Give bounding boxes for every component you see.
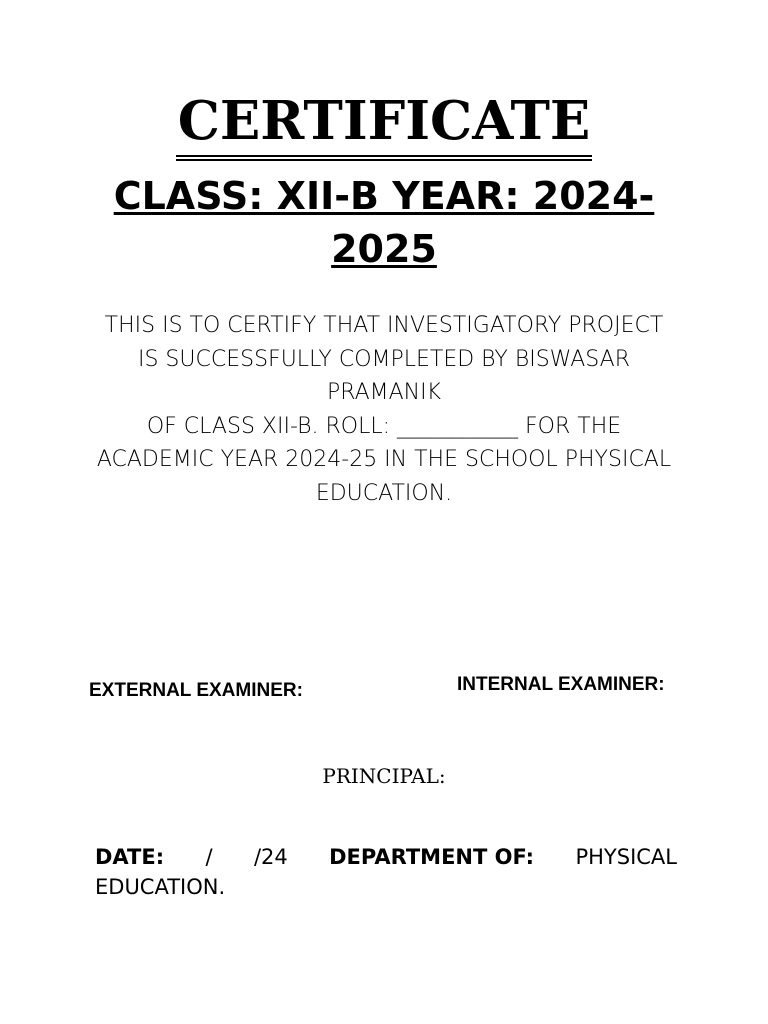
- department-value-second: EDUCATION.: [95, 875, 226, 899]
- external-examiner-label: EXTERNAL EXAMINER:: [89, 680, 303, 701]
- certification-statement: [90, 309, 678, 510]
- date-label: DATE:: [95, 845, 165, 869]
- statement-line-3: OF CLASS XII-B. ROLL: ___________ FOR THE ACADEMIC YEAR 2024-25 IN THE SCHOOL PHYSICAL EDUCATION.: [96, 413, 672, 506]
- internal-examiner-label: INTERNAL EXAMINER:: [457, 674, 665, 695]
- department-label: DEPARTMENT OF:: [329, 845, 535, 869]
- statement-line-1: THIS IS TO CERTIFY THAT INVESTIGATORY PROJECT: [104, 313, 664, 338]
- statement-line-2: IS SUCCESSFULLY COMPLETED BY BISWASAR PRAMANIK: [137, 346, 630, 405]
- certificate-title-text: CERTIFICATE: [176, 88, 593, 161]
- date-slash: /: [205, 845, 213, 869]
- principal-label: PRINCIPAL:: [322, 764, 446, 788]
- date-year: /24: [253, 845, 288, 869]
- date-department-block: [95, 842, 677, 902]
- date-line: [95, 842, 677, 872]
- certificate-title: [0, 88, 768, 161]
- class-year-heading: CLASS: XII-B YEAR: 2024-2025: [113, 174, 655, 271]
- department-value-first: PHYSICAL: [575, 845, 677, 869]
